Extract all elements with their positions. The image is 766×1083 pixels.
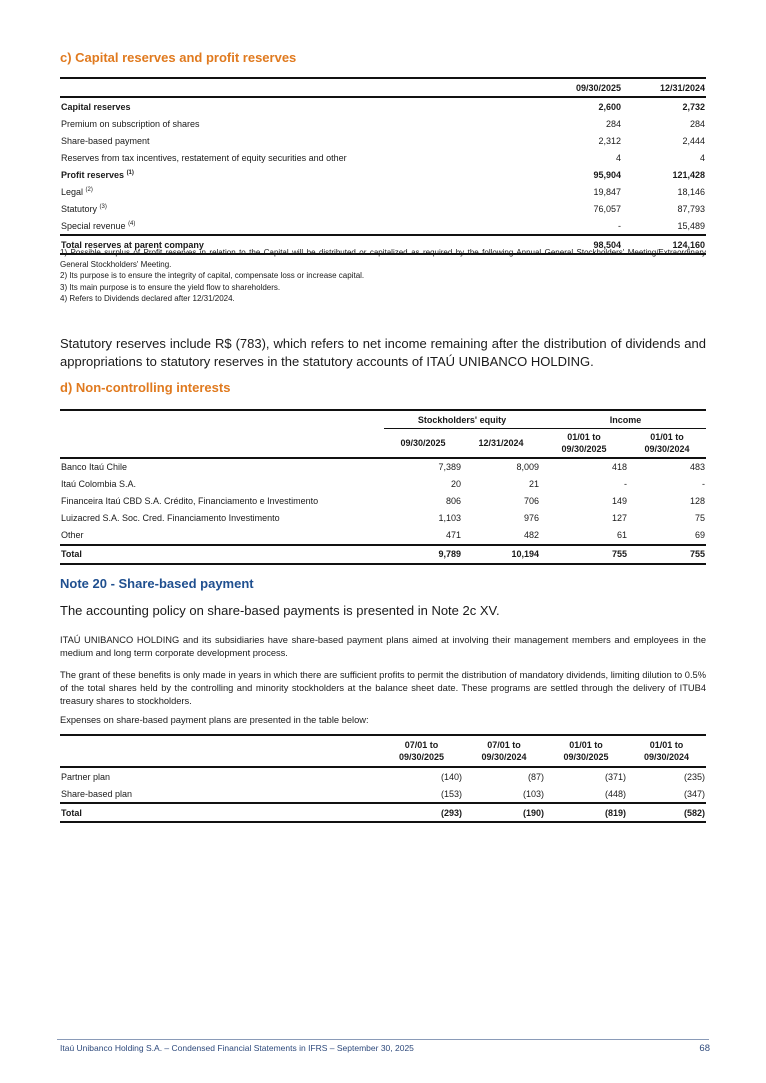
total-label: Total reserves at parent company xyxy=(60,235,538,254)
cell-value: 284 xyxy=(689,118,705,129)
col-header xyxy=(380,735,463,767)
table-row xyxy=(60,166,706,183)
total-row xyxy=(60,545,706,564)
row-label: Profit reserves xyxy=(61,169,125,180)
group-header-income: Income xyxy=(540,410,706,429)
cell-value: - xyxy=(618,220,621,231)
cell-value: 284 xyxy=(605,118,621,129)
col-header: 09/30/2025 xyxy=(538,78,622,97)
cell-value: (448) xyxy=(604,788,626,799)
cell-value: 2,312 xyxy=(598,135,621,146)
row-label-cell xyxy=(60,785,380,803)
cell-value: 2,732 xyxy=(682,101,705,112)
footnote: 3) Its main purpose is to ensure the yield flow to shareholders. xyxy=(60,282,281,292)
cell-value: (347) xyxy=(683,788,705,799)
note20-heading: Note 20 - Share-based payment xyxy=(60,576,254,591)
row-label-cell xyxy=(60,183,538,200)
table-row xyxy=(60,785,706,803)
row-label: Share-based plan xyxy=(61,788,133,799)
footnotes xyxy=(60,247,706,305)
table-row xyxy=(60,97,706,115)
total-label: Total xyxy=(60,803,380,822)
capital-reserves-table-wrap xyxy=(60,77,706,255)
cell-value: 121,428 xyxy=(672,169,705,180)
col-header-line: 01/01 to xyxy=(649,740,684,750)
row-label: Premium on subscription of shares xyxy=(61,118,200,129)
total-row xyxy=(60,803,706,822)
col-header-line: 09/30/2025 xyxy=(398,752,445,762)
footnote-ref: (1) xyxy=(126,169,134,176)
cell-value: 418 xyxy=(611,462,628,472)
group-header-equity: Stockholders' equity xyxy=(384,410,540,429)
table-row xyxy=(60,183,706,200)
cell-value: 4 xyxy=(699,152,705,163)
col-header xyxy=(628,429,706,458)
footnote-ref: (2) xyxy=(85,186,93,193)
row-label: Statutory xyxy=(61,203,98,214)
cell-value: (235) xyxy=(683,771,705,782)
total-value: 755 xyxy=(628,545,706,564)
cell-value: 4 xyxy=(615,152,621,163)
share-based-table-wrap xyxy=(60,734,706,823)
row-label: Banco Itaú Chile xyxy=(61,462,128,472)
cell-value: 483 xyxy=(690,462,706,472)
cell-value: 20 xyxy=(450,479,461,489)
cell-value: 7,389 xyxy=(438,462,461,472)
row-label-cell xyxy=(60,493,384,510)
footnote: 2) Its purpose is to ensure the integrity of capital, compensate loss or increase capital. xyxy=(60,271,365,280)
share-based-expenses-table xyxy=(60,734,706,823)
col-header: 12/31/2024 xyxy=(622,78,706,97)
table-row xyxy=(60,458,706,476)
table-row xyxy=(60,493,706,510)
cell-value: (140) xyxy=(440,771,462,782)
row-label-cell xyxy=(60,115,538,132)
row-label: Other xyxy=(61,530,84,540)
cell-value: - xyxy=(702,479,706,489)
col-header-line: 07/01 to xyxy=(404,740,439,750)
row-label: Partner plan xyxy=(61,771,111,782)
capital-reserves-table xyxy=(60,77,706,255)
cell-value: 69 xyxy=(695,530,706,540)
section-c-heading: c) Capital reserves and profit reserves xyxy=(60,50,297,65)
cell-value: 8,009 xyxy=(516,462,540,472)
footnote-ref: (3) xyxy=(99,203,107,210)
table-row xyxy=(60,115,706,132)
col-header xyxy=(463,735,545,767)
table-row xyxy=(60,527,706,545)
total-value: 10,194 xyxy=(462,545,540,564)
statutory-reserves-paragraph: Statutory reserves include R$ (783), which refers to net income remaining after the distribution of dividends and appropriations to statutory reserves in the statutory accounts of ITAÚ UNIBANCO HOLDING. xyxy=(60,336,706,369)
cell-value: 976 xyxy=(523,513,540,523)
table-row xyxy=(60,149,706,166)
col-header-line: 09/30/2025 xyxy=(563,752,609,762)
cell-value: - xyxy=(624,479,628,489)
row-label-cell xyxy=(60,510,384,527)
cell-value: 128 xyxy=(690,496,706,506)
cell-value: 482 xyxy=(523,530,540,540)
col-header-line: 01/01 to xyxy=(567,431,601,442)
row-label-cell xyxy=(60,767,380,785)
footnote: 4) Refers to Dividends declared after 12/31/2024. xyxy=(60,294,235,303)
col-header xyxy=(540,429,628,458)
table-row xyxy=(60,767,706,785)
row-label-cell xyxy=(60,132,538,149)
total-value: 9,789 xyxy=(384,545,462,564)
col-header-line: 07/01 to xyxy=(487,740,521,750)
row-label-cell xyxy=(60,149,538,166)
row-label: Share-based payment xyxy=(61,135,150,146)
table-row xyxy=(60,510,706,527)
table-row xyxy=(60,132,706,149)
cell-value: 19,847 xyxy=(593,186,621,197)
col-header-line: 09/30/2024 xyxy=(644,443,690,454)
cell-value: (371) xyxy=(604,771,626,782)
cell-value: 18,146 xyxy=(677,186,705,197)
note20-paragraph: The grant of these benefits is only made in years in which there are sufficient profits to permit the distribution of mandatory dividends, limiting dilution to 0.5% of the total shares held by the controlling and minority stockholders at the balance sheet date. These programs are settled through the delivery of ITUB4 treasury shares to stockholders. xyxy=(60,670,706,706)
cell-value: 2,444 xyxy=(682,135,705,146)
cell-value: 61 xyxy=(617,530,628,540)
col-header-line: 09/30/2025 xyxy=(400,437,446,448)
row-label: Reserves from tax incentives, restatement of equity securities and other xyxy=(61,152,347,163)
non-controlling-interests-table xyxy=(60,409,706,565)
col-header xyxy=(627,735,706,767)
cell-value: 75 xyxy=(695,513,706,523)
cell-value: (153) xyxy=(440,788,462,799)
cell-value: 706 xyxy=(523,496,540,506)
col-header-line: 12/31/2024 xyxy=(478,437,524,448)
total-label: Total xyxy=(60,545,384,564)
footer-divider xyxy=(57,1039,709,1040)
row-label-cell xyxy=(60,476,384,493)
note20-paragraph: Expenses on share-based payment plans are presented in the table below: xyxy=(60,715,369,725)
footnote-ref: (4) xyxy=(128,220,136,227)
total-value: (190) xyxy=(463,803,545,822)
col-header xyxy=(384,429,462,458)
col-header-line: 09/30/2025 xyxy=(561,443,607,454)
col-header-line: 01/01 to xyxy=(569,740,603,750)
total-value: (293) xyxy=(380,803,463,822)
row-label-cell xyxy=(60,200,538,217)
col-header xyxy=(462,429,540,458)
col-header-line: 01/01 to xyxy=(650,431,684,442)
footer-text: Itaú Unibanco Holding S.A. – Condensed Financial Statements in IFRS – September 30, 2025 xyxy=(60,1043,414,1053)
total-value: (819) xyxy=(545,803,627,822)
page-number: 68 xyxy=(699,1043,710,1054)
cell-value: 149 xyxy=(611,496,628,506)
cell-value: 127 xyxy=(611,513,628,523)
row-label-cell xyxy=(60,217,538,235)
cell-value: (103) xyxy=(522,788,544,799)
total-value: 98,504 xyxy=(538,235,622,254)
note20-paragraph: ITAÚ UNIBANCO HOLDING and its subsidiaries have share-based payment plans aimed at involving their management members and employees in the medium and long term corporate development process. xyxy=(60,635,706,658)
footnote: 1) Possible surplus of Profit reserves in relation to the Capital will be distributed or capitalized as required by the following Annual General Stockholders' Meeting/Extraordinary General Stockholders' Meeting. xyxy=(60,248,706,269)
cell-value: 76,057 xyxy=(593,203,621,214)
col-header-line: 09/30/2024 xyxy=(643,752,690,762)
table-row xyxy=(60,200,706,217)
cell-value: 806 xyxy=(445,496,461,506)
col-header xyxy=(545,735,627,767)
table-row xyxy=(60,217,706,235)
non-controlling-table-wrap xyxy=(60,409,706,565)
row-label: Financeira Itaú CBD S.A. Crédito, Financiamento e Investimento xyxy=(61,496,319,506)
cell-value: 95,904 xyxy=(593,169,621,180)
cell-value: 1,103 xyxy=(438,513,461,523)
row-label: Special revenue xyxy=(61,220,126,231)
table-row xyxy=(60,476,706,493)
row-label-cell xyxy=(60,458,384,476)
cell-value: (87) xyxy=(527,771,544,782)
row-label: Legal xyxy=(61,186,84,197)
total-value: 124,160 xyxy=(622,235,706,254)
row-label-cell xyxy=(60,527,384,545)
total-value: (582) xyxy=(627,803,706,822)
row-label: Capital reserves xyxy=(61,101,131,112)
row-label: Luizacred S.A. Soc. Cred. Financiamento Investimento xyxy=(61,513,280,523)
cell-value: 21 xyxy=(529,479,540,489)
cell-value: 15,489 xyxy=(677,220,705,231)
row-label-cell xyxy=(60,166,538,183)
row-label: Itaú Colombia S.A. xyxy=(61,479,137,489)
cell-value: 87,793 xyxy=(677,203,705,214)
col-header-line: 09/30/2024 xyxy=(481,752,527,762)
row-label-cell xyxy=(60,97,538,115)
section-d-heading: d) Non-controlling interests xyxy=(60,380,231,395)
cell-value: 2,600 xyxy=(598,101,621,112)
total-value: 755 xyxy=(540,545,628,564)
cell-value: 471 xyxy=(445,530,461,540)
note20-intro: The accounting policy on share-based payments is presented in Note 2c XV. xyxy=(60,603,500,618)
